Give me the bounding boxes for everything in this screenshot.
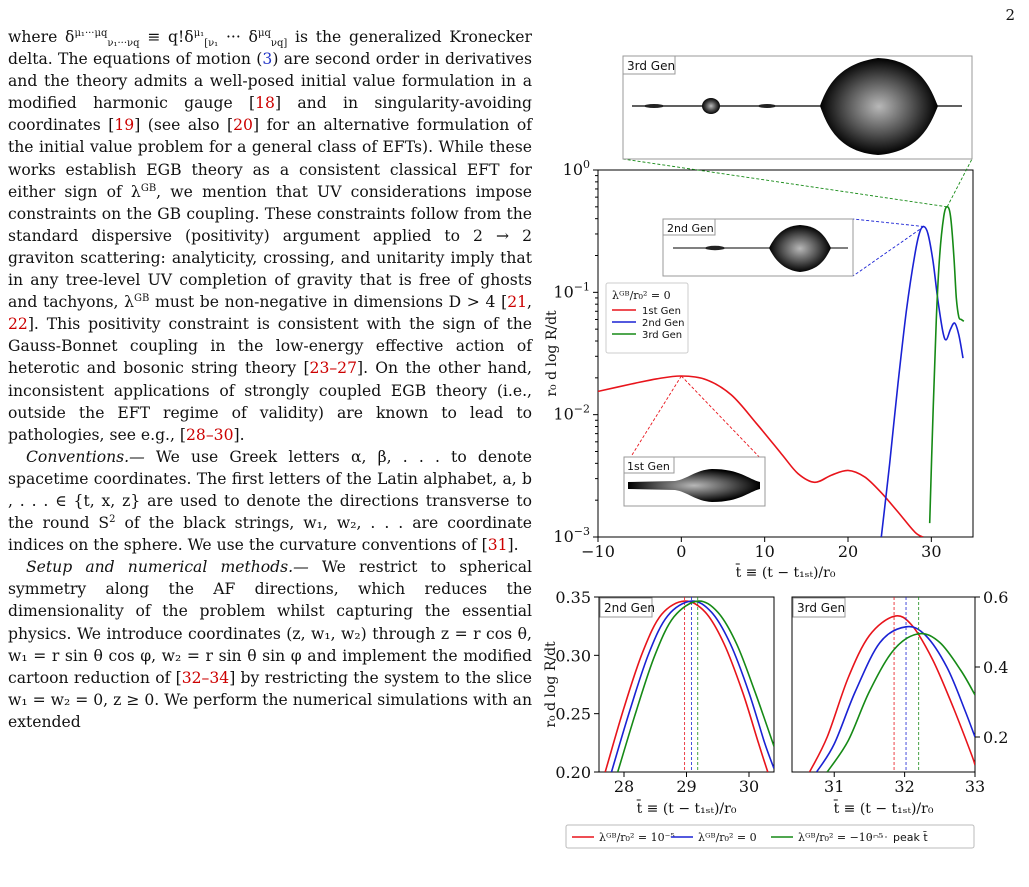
text-run: where δ xyxy=(8,28,75,46)
string-bulge xyxy=(705,246,725,250)
text-run: of the black strings, w₁, w₂, . . . are coordinate indices on the sphere. We use the curvature conventions of [ xyxy=(8,514,532,555)
citation-link[interactable]: 32–34 xyxy=(181,668,230,687)
text-run: 2 xyxy=(109,513,116,525)
x-tick-label: 33 xyxy=(964,777,986,796)
x-tick-label: 29 xyxy=(676,777,697,796)
text-run: Conventions.— xyxy=(26,447,156,466)
bottom-right-chart xyxy=(792,588,1008,817)
citation-link[interactable]: 28–30 xyxy=(186,425,234,444)
text-run: ··· δ xyxy=(218,28,258,46)
x-tick-label: 30 xyxy=(921,542,942,561)
y-tick-label: 0.4 xyxy=(983,658,1009,677)
text-run: μ₁···μq xyxy=(74,27,108,39)
text-run: ] by restricting the system to the slice w₁ = w₂ = 0, z ≥ 0. We perform the numerical simulations with an extended xyxy=(8,668,532,731)
legend-entry: 1st Gen xyxy=(642,306,681,317)
panel-label: 2nd Gen xyxy=(604,601,655,615)
legend-title: λᴳᴮ/r₀² = 0 xyxy=(612,289,671,302)
y-tick-label: 0.35 xyxy=(555,588,591,607)
y-tick-label: $10^{-3}$ xyxy=(553,525,590,546)
text-run: GB xyxy=(140,182,157,194)
citation-link[interactable]: 20 xyxy=(233,116,253,135)
text-run: GB xyxy=(134,292,150,304)
text-run: is the generalized Kronecker delta. The equations of motion ( xyxy=(8,28,532,69)
text-run: ) are second order in derivatives and the theory admits a well-posed initial value formulation in a modified harmonic gauge [ xyxy=(8,50,532,113)
citation-link[interactable]: 19 xyxy=(114,116,135,135)
y-tick-label: 0.2 xyxy=(983,728,1009,747)
x-tick-label: 30 xyxy=(738,777,760,796)
y-tick-label: 0.6 xyxy=(983,588,1009,607)
x-tick-label: 10 xyxy=(754,542,775,561)
x-tick-label: −10 xyxy=(581,542,615,561)
legend-entry: λᴳᴮ/r₀² = 10⁻⁵ xyxy=(599,831,675,844)
equation-link[interactable]: 3 xyxy=(262,50,273,69)
text-run: , we mention that UV considerations impose constraints on the GB coupling. These constraints follow from the standard dispersive (positivity) argument applied to 2 → 2 graviton scattering: analyticity, crossing, and unitarity imply that in any tree-level UV completion of gravity that is free of ghosts and tachyons, λ xyxy=(8,182,532,312)
y-tick-label: 0.20 xyxy=(555,763,591,782)
x-tick-label: 31 xyxy=(824,777,845,796)
y-tick-label: $10^{-1}$ xyxy=(553,280,590,302)
citation-link[interactable]: 23–27 xyxy=(309,359,358,378)
legend-entry: λᴳᴮ/r₀² = −10⁻⁵ xyxy=(798,831,884,844)
legend-entry: peak t̄ xyxy=(893,831,928,844)
text-run: ≡ q!δ xyxy=(139,28,194,46)
citation-link[interactable]: 21 xyxy=(507,293,528,312)
text-run: We restrict to spherical symmetry along the AF directions, which reduces the dimensionality of the problem whilst capturing the essential physics. We introduce coordinates (z, w₁, w₂) through z = r cos θ, w₁ = r sin θ cos φ, w₂ = r sin θ sin φ and implement the modified cartoon reduction of [ xyxy=(8,558,532,687)
x-tick-label: 28 xyxy=(613,777,635,796)
citation-link[interactable]: 31 xyxy=(487,536,508,555)
inset-1st-gen-label: 1st Gen xyxy=(627,460,670,473)
text-run: ]. This positivity constraint is consistent with the sign of the Gauss-Bonnet coupling in the low-energy effective action of heterotic and bosonic string theory [ xyxy=(8,315,532,378)
text-run: νq] xyxy=(270,38,288,50)
x-axis-label: t̄ ≡ (t − t₁ₛₜ)/r₀ xyxy=(636,801,737,817)
x-tick-label: 20 xyxy=(837,542,859,561)
y-tick-label: 0.25 xyxy=(555,704,591,724)
string-bulge xyxy=(644,104,664,108)
inset-3rd-gen-label: 3rd Gen xyxy=(627,59,676,73)
text-run: , xyxy=(527,293,532,312)
axes-frame xyxy=(792,597,975,772)
text-run: ]. xyxy=(233,425,245,444)
string-blob-small xyxy=(702,98,720,114)
text-run: ν₁···νq xyxy=(107,38,140,50)
text-run: Setup and numerical methods.— xyxy=(26,558,322,577)
y-axis-label: r₀ d log R/dt xyxy=(543,641,559,728)
main-x-axis-label: t̄ ≡ (t − t₁ₛₜ)/r₀ xyxy=(735,565,836,581)
text-run: We use Greek letters α, β, . . . to denote spacetime coordinates. The first letters of the Latin alphabet, a, b , . . . ∈ {t, x, z} are used to denote the directions transverse to the round S xyxy=(8,447,533,533)
string-bulge xyxy=(758,104,776,108)
x-tick-label: 32 xyxy=(894,777,915,796)
text-run: μq xyxy=(257,27,271,39)
main-y-axis-label: r₀ d log R/dt xyxy=(544,310,560,397)
legend-entry: 3rd Gen xyxy=(642,330,683,341)
y-tick-label: 0.30 xyxy=(555,646,591,666)
text-run: μ₁ xyxy=(193,27,205,39)
bottom-left-chart xyxy=(543,588,774,817)
bottom-legend xyxy=(566,825,974,848)
y-tick-label: $10^0$ xyxy=(562,158,590,179)
text-run: ] for an alternative formulation of the initial value problem for a general class of EFTs). While these works establish EGB theory as a consistent classical EFT for either sign of λ xyxy=(8,116,533,201)
x-tick-label: 0 xyxy=(676,542,687,561)
text-run: ] and in singularity-avoiding coordinates [ xyxy=(8,94,532,135)
legend-entry: λᴳᴮ/r₀² = 0 xyxy=(698,831,757,844)
panel-label: 3rd Gen xyxy=(797,601,846,615)
text-run: [ν₁ xyxy=(204,38,219,50)
text-run: ]. xyxy=(507,536,519,555)
inset-2nd-gen-label: 2nd Gen xyxy=(667,222,714,235)
text-run: ]. On the other hand, inconsistent applications of strongly coupled EGB theory (i.e., outside the EFT regime of validity) are known to lead to pathologies, see e.g., [ xyxy=(8,359,532,444)
y-tick-label: $10^{-2}$ xyxy=(553,402,590,424)
citation-link[interactable]: 18 xyxy=(255,94,275,113)
text-run: ] (see also [ xyxy=(134,116,234,135)
page-number: 2 xyxy=(1005,6,1015,24)
legend-entry: 2nd Gen xyxy=(642,318,685,329)
x-axis-label: t̄ ≡ (t − t₁ₛₜ)/r₀ xyxy=(833,801,934,817)
text-run: must be non-negative in dimensions D > 4 [ xyxy=(149,293,508,312)
citation-link[interactable]: 22 xyxy=(8,315,28,334)
